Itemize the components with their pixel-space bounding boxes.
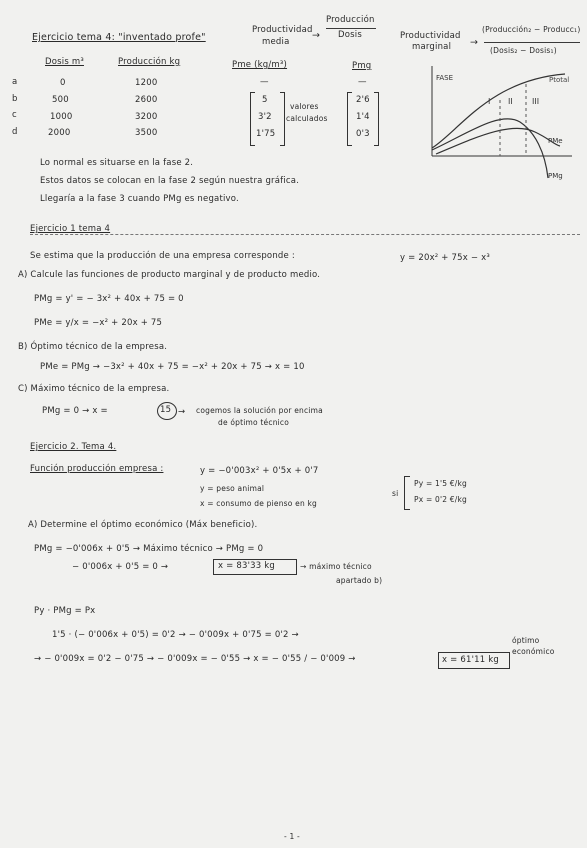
pme-def-bottom: media xyxy=(262,37,290,47)
solve-equation: → − 0'009x = 0'2 − 0'75 → − 0'009x = − 0'55 → x = − 0'55 / − 0'009 → xyxy=(34,654,356,664)
left-bracket xyxy=(250,92,255,146)
pmg-equation: PMg = −0'006x + 0'5 → Máximo técnico → PMg = 0 xyxy=(34,544,264,554)
right-bracket xyxy=(280,92,285,146)
fraction-denominator: Dosis xyxy=(338,30,362,40)
statement: Se estima que la producción de una empresa corresponde : xyxy=(30,251,295,261)
note-line: apartado b) xyxy=(336,576,383,585)
phase-label: II xyxy=(508,97,513,106)
exercise-title: Ejercicio tema 4: "inventado profe" xyxy=(32,32,206,43)
table-cell: — xyxy=(358,77,367,87)
row-letter: a xyxy=(12,77,18,87)
note-line: Estos datos se colocan en la fase 2 según nuestra gráfica. xyxy=(40,176,300,186)
production-phases-graph xyxy=(420,60,578,180)
phase-label: I xyxy=(488,97,491,106)
max-technical-eq: PMg = 0 → x = xyxy=(42,406,108,416)
table-cell: 0'3 xyxy=(356,129,370,139)
note-line: de óptimo técnico xyxy=(218,418,290,427)
question-c: C) Máximo técnico de la empresa. xyxy=(18,384,170,394)
right-bracket xyxy=(374,92,379,146)
row-letter: c xyxy=(12,110,17,120)
pme-def-top: Productividad xyxy=(252,25,313,35)
price-x: Px = 0'2 €/kg xyxy=(414,495,468,504)
note-line: óptimo xyxy=(512,636,540,645)
function-equation: y = −0'003x² + 0'5x + 0'7 xyxy=(200,466,319,476)
table-cell: 1000 xyxy=(50,112,73,122)
table-header: Pmg xyxy=(352,61,372,71)
if-label: si xyxy=(392,489,399,498)
arrow: → xyxy=(470,37,479,48)
pmg-def-bottom: marginal xyxy=(412,42,452,52)
table-cell: 3200 xyxy=(135,112,158,122)
page-number: - 1 - xyxy=(284,832,300,841)
table-header: Producción kg xyxy=(118,57,181,67)
table-cell: 2000 xyxy=(48,128,71,138)
fase-label: FASE xyxy=(436,74,454,82)
result-value: x = 61'11 kg xyxy=(442,655,499,665)
table-cell: 5 xyxy=(262,95,268,105)
table-cell: 2'6 xyxy=(356,95,370,105)
table-cell: 2600 xyxy=(135,95,158,105)
table-header: Pme (kg/m³) xyxy=(232,60,288,70)
curve-label: Ptotal xyxy=(549,76,570,84)
question-a: A) Determine el óptimo económico (Máx beneficio). xyxy=(28,520,258,530)
pme-equation: PMe = y/x = −x² + 20x + 75 xyxy=(34,318,163,328)
left-bracket xyxy=(404,476,410,510)
arrow: → xyxy=(312,30,321,41)
question-b: B) Óptimo técnico de la empresa. xyxy=(18,342,168,352)
table-cell: 1'75 xyxy=(256,129,276,139)
table-cell: 3'2 xyxy=(258,112,272,122)
pmg-equation: PMg = y' = − 3x² + 40x + 75 = 0 xyxy=(34,294,184,304)
note-line: cogemos la solución por encima xyxy=(196,406,323,415)
left-bracket xyxy=(347,92,352,146)
table-cell: 3500 xyxy=(135,128,158,138)
exercise-1-title: Ejercicio 1 tema 4 xyxy=(30,224,111,234)
phase-label: III xyxy=(532,97,540,106)
note-line: económico xyxy=(512,647,555,656)
note-line: → máximo técnico xyxy=(300,562,372,571)
production-function: y = 20x² + 75x − x³ xyxy=(400,253,490,263)
exercise-2-title: Ejercicio 2. Tema 4. xyxy=(30,442,117,452)
table-cell: 0 xyxy=(60,78,66,88)
arrow: → xyxy=(178,407,186,417)
optimum-equation: PMe = PMg → −3x² + 40x + 75 = −x² + 20x + 75 → x = 10 xyxy=(40,362,305,372)
note-bottom: calculados xyxy=(286,114,328,123)
substitution-equation: 1'5 · (− 0'006x + 0'5) = 0'2 → − 0'009x + 0'75 = 0'2 → xyxy=(52,630,299,640)
divider xyxy=(30,234,580,235)
result-value: x = 83'33 kg xyxy=(218,561,275,571)
note-top: valores xyxy=(290,102,319,111)
row-letter: b xyxy=(12,94,18,104)
fraction-bar xyxy=(326,28,376,29)
fraction-numerator: (Producción₂ − Producc₁) xyxy=(482,25,581,34)
fraction-numerator: Producción xyxy=(326,15,375,25)
table-cell: 1'4 xyxy=(356,112,370,122)
function-label: Función producción empresa : xyxy=(30,464,164,474)
price-y: Py = 1'5 €/kg xyxy=(414,479,468,488)
fraction-denominator: (Dosis₂ − Dosis₁) xyxy=(490,46,557,55)
definition-x: x = consumo de pienso en kg xyxy=(200,499,318,508)
definition-y: y = peso animal xyxy=(200,484,265,493)
pmg-def-top: Productividad xyxy=(400,31,461,41)
table-cell: 1200 xyxy=(135,78,158,88)
solve-equation: − 0'006x + 0'5 = 0 → xyxy=(72,562,169,572)
fraction-bar xyxy=(484,42,580,43)
table-header: Dosis m³ xyxy=(45,57,84,67)
table-cell: 500 xyxy=(52,95,69,105)
curve-label: PMg xyxy=(548,172,563,180)
economic-optimum-condition: Py · PMg = Px xyxy=(34,606,96,616)
note-line: Llegaría a la fase 3 cuando PMg es negativo. xyxy=(40,194,239,204)
curve-label: PMe xyxy=(548,137,563,145)
max-technical-value: 15 xyxy=(160,405,172,415)
row-letter: d xyxy=(12,127,18,137)
table-cell: — xyxy=(260,77,269,87)
note-line: Lo normal es situarse en la fase 2. xyxy=(40,158,194,168)
question-a: A) Calcule las funciones de producto marginal y de producto medio. xyxy=(18,270,321,280)
